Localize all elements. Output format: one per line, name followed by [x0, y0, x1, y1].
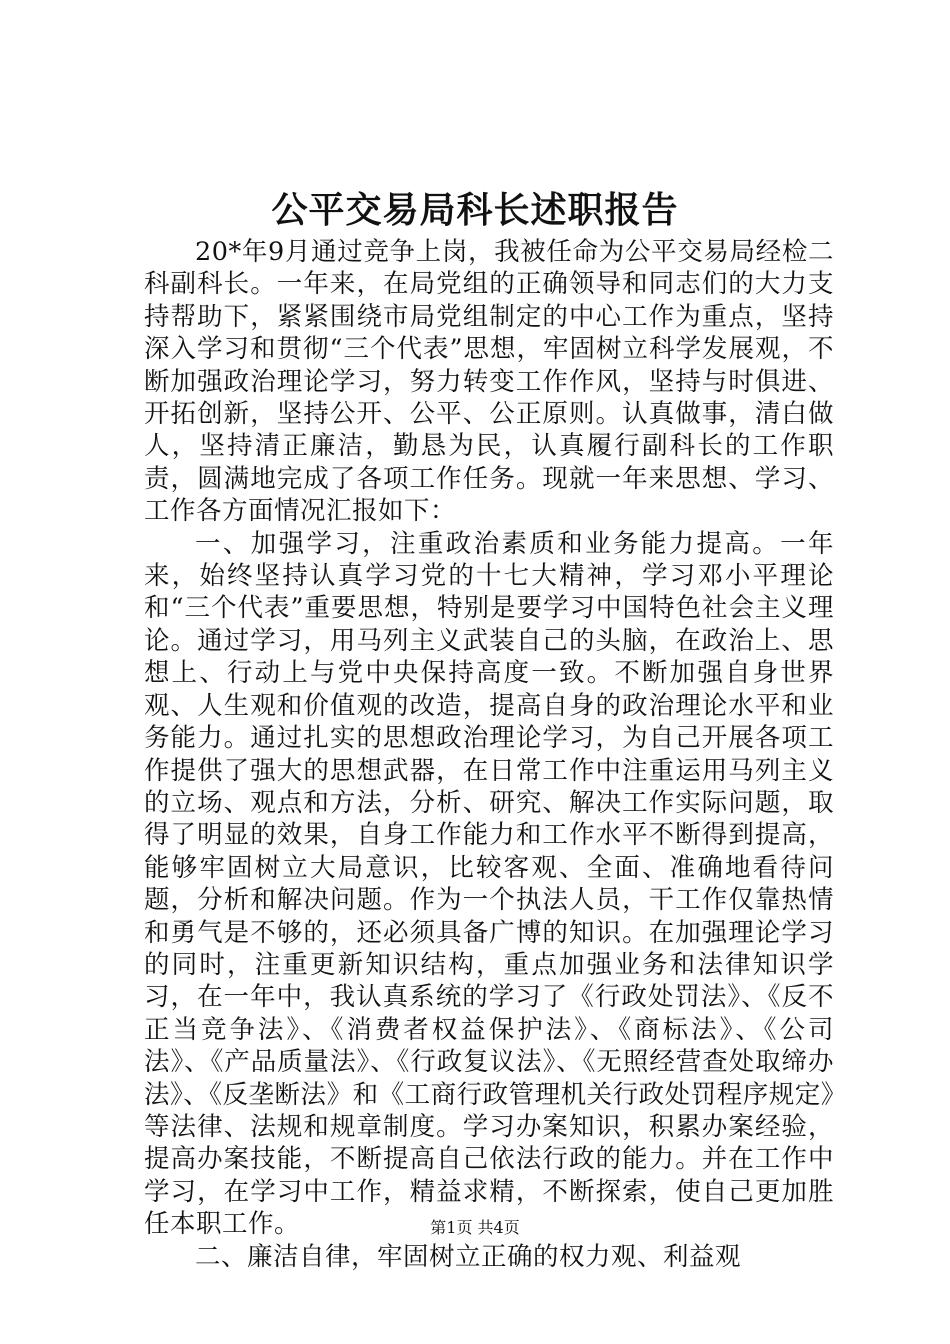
paragraph-section-one: 一、加强学习，注重政治素质和业务能力提高。一年来，始终坚持认真学习党的十七大精神，学习邓小平理论和“三个代表”重要思想，特别是要学习中国特色社会主义理论。通过学习，用马列主义武装自己的头脑，在政治上、思想上、行动上与党中央保持高度一致。不断加强自身世界观、人生观和价值观的改造，提高自身的政治理论水平和业务能力。通过扎实的思想政治理论学习，为自己开展各项工作提供了强大的思想武器，在日常工作中注重运用马列主义的立场、观点和方法，分析、研究、解决工作实际问题，取得了明显的效果，自身工作能力和工作水平不断得到提高，能够牢固树立大局意识，比较客观、全面、准确地看待问题，分析和解决问题。作为一个执法人员，干工作仅靠热情和勇气是不够的，还必须具备广博的知识。在加强理论学习的同时，注重更新知识结构，重点加强业务和法律知识学习，在一年中，我认真系统的学习了《行政处罚法》、《反不正当竞争法》、《消费者权益保护法》、《商标法》、《公司法》、《产品质量法》、《行政复议法》、《无照经营查处取缔办法》、《反垄断法》和《工商行政管理机关行政处罚程序规定》等法律、法规和规章制度。学习办案知识，积累办案经验，提高办案技能，不断提高自己依法行政的能力。并在工作中学习，在学习中工作，精益求精，不断探索，使自己更加胜任本职工作。 — [144, 528, 834, 1240]
document-body — [144, 236, 834, 1273]
document-title: 公平交易局科长述职报告 — [271, 189, 679, 231]
paragraph-section-two-heading: 二、廉洁自律，牢固树立正确的权力观、利益观 — [195, 1241, 742, 1272]
paragraph-intro: 20*年9月通过竞争上岗，我被任命为公平交易局经检二科副科长。一年来，在局党组的正确领导和同志们的大力支持帮助下，紧紧围绕市局党组制定的中心工作为重点，坚持深入学习和贯彻“三个代表”思想，牢固树立科学发展观，不断加强政治理论学习，努力转变工作作风，坚持与时俱进、开拓创新，坚持公开、公平、公正原则。认真做事，清白做人，坚持清正廉洁，勤恳为民，认真履行副科长的工作职责，圆满地完成了各项工作任务。现就一年来思想、学习、工作各方面情况汇报如下： — [144, 237, 834, 527]
page-number-footer: 第1页 共4页 — [430, 1218, 520, 1237]
